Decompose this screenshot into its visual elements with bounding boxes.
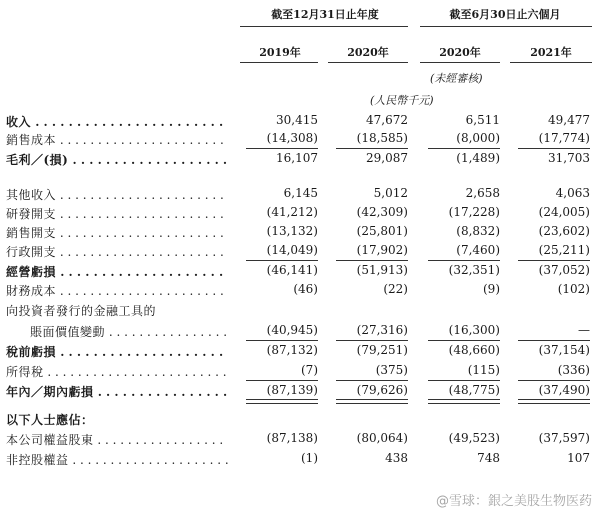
- header-group-rule-half: [420, 26, 592, 27]
- row-value: (13,132): [266, 224, 318, 238]
- row-value: (48,660): [448, 343, 500, 357]
- subtotal-rule: [518, 148, 590, 149]
- column-rule-3: [420, 62, 500, 63]
- row-value: (32,351): [448, 263, 500, 277]
- row-value: (37,052): [538, 263, 590, 277]
- column-rule-1: [240, 62, 318, 63]
- row-value: (336): [557, 363, 590, 377]
- row-label-container: [0, 151, 228, 167]
- subtotal-rule: [428, 380, 500, 381]
- row-label: 研發開支 . . .: [6, 205, 228, 221]
- watermark: @雪球：銀之美股生物医药: [435, 494, 592, 509]
- row-value: 49,477: [548, 113, 590, 127]
- row-label: 以下人士應佔：: [6, 413, 94, 427]
- row-value: 107: [567, 451, 590, 465]
- subtotal-rule: [518, 380, 590, 381]
- row-value: —: [578, 323, 590, 337]
- row-value: 438: [385, 451, 408, 465]
- row-value: 30,415: [276, 113, 318, 127]
- row-value: 16,107: [276, 151, 318, 165]
- row-value: (18,585): [356, 131, 408, 145]
- row-value: (87,138): [266, 431, 318, 445]
- row-label-container: [0, 224, 228, 240]
- row-value: (25,211): [538, 243, 590, 257]
- row-value: (37,490): [538, 383, 590, 397]
- row-label-container: [0, 205, 228, 221]
- row-label-container: [0, 431, 228, 447]
- row-value: 5,012: [373, 186, 408, 200]
- row-value: 47,672: [366, 113, 408, 127]
- unit-note: (人民幣千元): [370, 94, 434, 107]
- row-label-container: [0, 383, 228, 399]
- column-header-2021-half: 2021年: [530, 46, 572, 59]
- row-label-container: [0, 451, 228, 467]
- row-label: 所得稅 . . .: [6, 363, 228, 379]
- row-value: (40,945): [266, 323, 318, 337]
- row-label-container: [0, 263, 228, 279]
- row-value: (37,154): [538, 343, 590, 357]
- row-label-container: [0, 302, 228, 318]
- row-value: 6,145: [283, 186, 318, 200]
- subtotal-rule: [336, 260, 408, 261]
- row-label: 毛利／(損) . . .: [6, 151, 228, 167]
- row-label: 銷售成本 . . .: [6, 131, 228, 147]
- total-double-rule: [246, 399, 318, 404]
- total-double-rule: [428, 399, 500, 404]
- subtotal-rule: [246, 148, 318, 149]
- row-value: (46,141): [266, 263, 318, 277]
- row-value: (14,049): [266, 243, 318, 257]
- header-year-group: 截至12月31日止年度: [271, 8, 379, 21]
- row-label-container: [0, 323, 228, 339]
- row-value: 29,087: [366, 151, 408, 165]
- row-value: (41,212): [266, 205, 318, 219]
- row-value: (87,139): [266, 383, 318, 397]
- total-double-rule: [336, 399, 408, 404]
- row-value: (51,913): [356, 263, 408, 277]
- row-value: (115): [467, 363, 500, 377]
- row-value: (27,316): [356, 323, 408, 337]
- row-label: 收入 . . .: [6, 113, 228, 129]
- row-value: (17,228): [448, 205, 500, 219]
- row-value: (1,489): [456, 151, 500, 165]
- row-value: (16,300): [448, 323, 500, 337]
- column-rule-2: [328, 62, 408, 63]
- column-rule-4: [510, 62, 592, 63]
- header-group-rule-year: [240, 26, 408, 27]
- row-value: 4,063: [555, 186, 590, 200]
- row-label: 銷售開支 . . .: [6, 224, 228, 240]
- row-value: 2,658: [465, 186, 500, 200]
- row-label-container: [0, 186, 228, 202]
- row-value: (1): [301, 451, 318, 465]
- row-value: (79,251): [356, 343, 408, 357]
- row-value: (7): [301, 363, 318, 377]
- row-label: 經營虧損 . . .: [6, 263, 228, 279]
- row-value: (42,309): [356, 205, 408, 219]
- row-label-container: [0, 243, 228, 259]
- row-value: (17,902): [356, 243, 408, 257]
- row-value: (9): [483, 282, 500, 296]
- unaudited-note: (未經審核): [430, 72, 483, 85]
- row-value: (87,132): [266, 343, 318, 357]
- row-value: 6,511: [465, 113, 500, 127]
- total-double-rule: [518, 399, 590, 404]
- row-label-container: [0, 131, 228, 147]
- row-label: 行政開支 . . .: [6, 243, 228, 259]
- row-value: (48,775): [448, 383, 500, 397]
- row-value: (24,005): [538, 205, 590, 219]
- row-value: (375): [375, 363, 408, 377]
- row-label-container: [0, 343, 228, 359]
- subtotal-rule: [336, 380, 408, 381]
- row-label: 非控股權益 . . .: [6, 451, 228, 467]
- row-value: (80,064): [356, 431, 408, 445]
- column-header-2020: 2020年: [347, 46, 389, 59]
- row-value: (8,832): [456, 224, 500, 238]
- row-value: (49,523): [448, 431, 500, 445]
- subtotal-rule: [246, 380, 318, 381]
- row-value: (14,308): [266, 131, 318, 145]
- row-value: (102): [557, 282, 590, 296]
- subtotal-rule: [518, 260, 590, 261]
- subtotal-rule: [518, 340, 590, 341]
- row-label: 向投資者發行的金融工具的: [6, 304, 157, 318]
- row-value: (25,801): [356, 224, 408, 238]
- subtotal-rule: [246, 260, 318, 261]
- row-label-container: [0, 411, 228, 427]
- row-label-container: [0, 282, 228, 298]
- row-label-container: [0, 363, 228, 379]
- row-value: 748: [477, 451, 500, 465]
- row-value: (17,774): [538, 131, 590, 145]
- subtotal-rule: [336, 340, 408, 341]
- row-label: 稅前虧損 . . .: [6, 343, 228, 359]
- row-value: (7,460): [456, 243, 500, 257]
- row-value: 31,703: [548, 151, 590, 165]
- row-label: 其他收入 . . .: [6, 186, 228, 202]
- subtotal-rule: [246, 340, 318, 341]
- header-half-group: 截至6月30日止六個月: [449, 8, 561, 21]
- row-value: (8,000): [456, 131, 500, 145]
- row-label: 財務成本 . . .: [6, 282, 228, 298]
- subtotal-rule: [428, 260, 500, 261]
- row-value: (23,602): [538, 224, 590, 238]
- column-header-2019: 2019年: [259, 46, 301, 59]
- row-value: (79,626): [356, 383, 408, 397]
- subtotal-rule: [428, 340, 500, 341]
- row-value: (22): [383, 282, 408, 296]
- row-value: (37,597): [538, 431, 590, 445]
- subtotal-rule: [336, 148, 408, 149]
- row-label: 賬面價值變動 . . .: [30, 323, 228, 339]
- column-header-2020-half: 2020年: [439, 46, 481, 59]
- row-label: 本公司權益股東 . . .: [6, 431, 228, 447]
- row-label: 年內／期內虧損 . . .: [6, 383, 228, 399]
- row-label-container: [0, 113, 228, 129]
- row-value: (46): [293, 282, 318, 296]
- subtotal-rule: [428, 148, 500, 149]
